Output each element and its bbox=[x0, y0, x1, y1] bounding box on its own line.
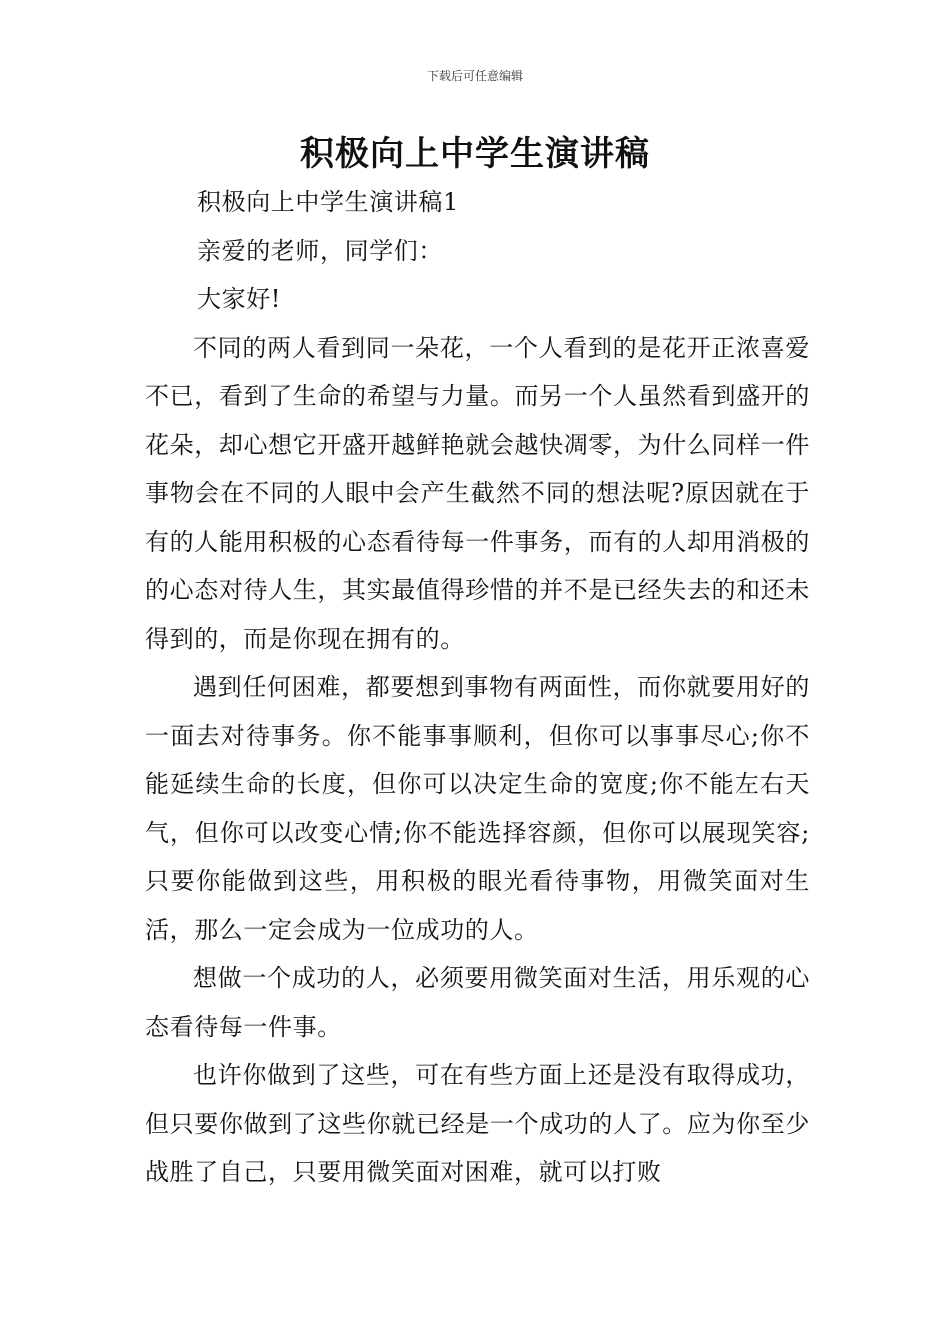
paragraph: 想做一个成功的人，必须要用微笑面对生活，用乐观的心态看待每一件事。 bbox=[145, 964, 810, 1041]
greeting-line: 亲爱的老师，同学们： bbox=[197, 236, 443, 265]
paragraph: 遇到任何困难，都要想到事物有两面性，而你就要用好的一面去对待事务。你不能事事顺利，但你可以事事尽心;你不能延续生命的长度，但你可以决定生命的宽度;你不能左右天气，但你可以改变心情;你不能选择容颜，但你可以展现笑容;只要你能做到这些，用积极的眼光看待事物，用微笑面对生活，那么一定会成为一位成功的人。 bbox=[145, 673, 810, 944]
document-title: 积极向上中学生演讲稿 bbox=[300, 134, 650, 174]
hello-line: 大家好! bbox=[197, 285, 282, 313]
header-note: 下载后可任意编辑 bbox=[426, 69, 523, 83]
speech-subtitle: 积极向上中学生演讲稿1 bbox=[197, 188, 459, 216]
paragraph: 不同的两人看到同一朵花，一个人看到的是花开正浓喜爱不已，看到了生命的希望与力量。而另一个人虽然看到盛开的花朵，却心想它开盛开越鲜艳就会越快凋零，为什么同样一件事物会在不同的人眼中会产生截然不同的想法呢?原因就在于有的人能用积极的心态看待每一件事务，而有的人却用消极的的心态对待人生，其实最值得珍惜的并不是已经失去的和还未得到的，而是你现在拥有的。 bbox=[145, 333, 810, 653]
paragraph: 也许你做到了这些，可在有些方面上还是没有取得成功，但只要你做到了这些你就已经是一个成功的人了。应为你至少战胜了自己，只要用微笑面对困难，就可以打败 bbox=[145, 1061, 810, 1186]
document-body bbox=[145, 178, 810, 1197]
